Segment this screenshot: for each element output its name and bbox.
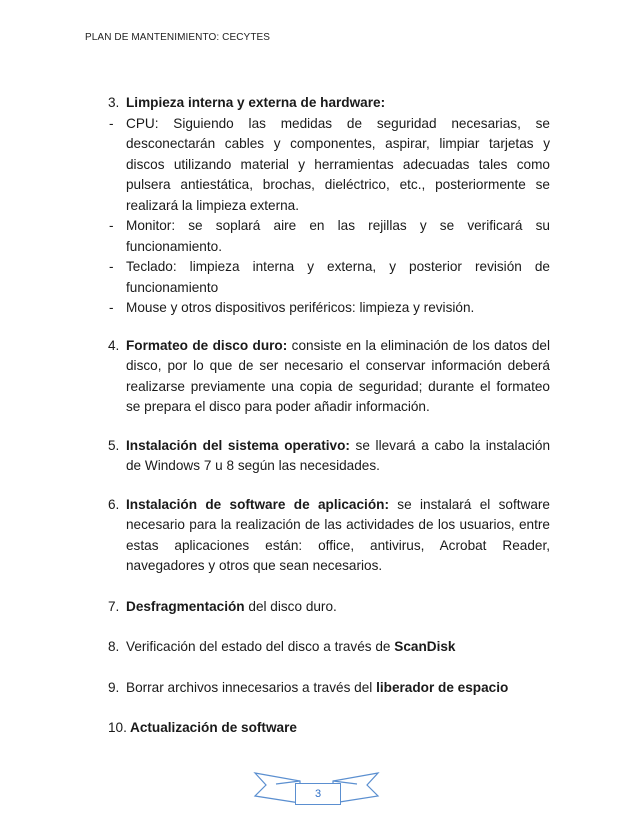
page-number: 3 xyxy=(295,783,341,805)
list-item-4 xyxy=(108,336,550,418)
sub-item-monitor xyxy=(108,216,550,257)
item-heading: Actualización de software xyxy=(130,720,297,735)
item-number: 5. xyxy=(108,437,120,453)
item-heading: liberador de espacio xyxy=(376,679,509,695)
dash-bullet: - xyxy=(109,259,114,274)
item-text: del disco duro. xyxy=(244,598,337,614)
item-text: Borrar archivos innecesarios a través del xyxy=(126,679,377,695)
sub-item-text: Monitor: se soplará aire en las rejillas y se verificará su funcionamiento. xyxy=(126,218,550,254)
item-heading: Instalación de software de aplicación: xyxy=(126,496,389,512)
item-number: 10. xyxy=(108,720,127,735)
item-heading: ScanDisk xyxy=(394,639,456,654)
sub-item-teclado xyxy=(108,257,550,298)
item-heading: Limpieza interna y externa de hardware: xyxy=(126,95,386,110)
item-number: 4. xyxy=(108,337,120,353)
item-heading: Formateo de disco duro: xyxy=(126,337,288,353)
dash-bullet: - xyxy=(109,218,114,233)
sub-item-text: CPU: Siguiendo las medidas de seguridad necesarias, se desconectarán cables y componentes, aspirar, limpiar tarjetas y discos utilizando material y herramientas adecuadas tales como pulsera antiestática, brochas, dieléctrico, etc., posteriormente se realizará la limpieza externa. xyxy=(126,115,550,213)
item-number: 7. xyxy=(108,598,120,614)
list-item-10 xyxy=(108,718,550,739)
item-text: Verificación del estado del disco a través de xyxy=(126,639,395,654)
dash-bullet: - xyxy=(109,115,114,131)
item-number: 9. xyxy=(108,679,120,695)
item-text: se llevará a cabo la instalación de Windows 7 u 8 según las necesidades. xyxy=(126,437,551,473)
item-number: 6. xyxy=(108,496,120,512)
sub-item-mouse xyxy=(108,298,550,319)
list-item-5 xyxy=(108,436,550,477)
list-item-9 xyxy=(108,678,550,699)
list-item-3 xyxy=(108,93,550,114)
item-text: consiste en la eliminación de los datos del disco, por lo que de ser necesario el conservar información deberá realizarse previamente una copia de seguridad; durante el formateo se prepara el disco para poder añadir información. xyxy=(126,337,550,414)
item-number: 8. xyxy=(108,639,120,654)
list-item-7 xyxy=(108,597,550,618)
list-item-6 xyxy=(108,495,550,577)
sub-item-cpu xyxy=(108,114,550,217)
document-header: PLAN DE MANTENIMIENTO: CECYTES xyxy=(85,32,271,43)
sub-item-text: Teclado: limpieza interna y externa, y posterior revisión de funcionamiento xyxy=(126,259,550,295)
sub-item-text: Mouse y otros dispositivos periféricos: limpieza y revisión. xyxy=(126,300,475,315)
item-heading: Desfragmentación xyxy=(126,598,245,614)
item-number: 3. xyxy=(108,95,120,110)
list-item-8 xyxy=(108,637,550,658)
item-heading: Instalación del sistema operativo: xyxy=(126,437,350,453)
document-body xyxy=(108,93,550,739)
item-text: se instalará el software necesario para la realización de las actividades de los usuarios, entre estas aplicaciones están: office, antivirus, Acrobat Reader, navegadores y otros que sean necesarios. xyxy=(126,496,550,573)
dash-bullet: - xyxy=(109,300,114,315)
